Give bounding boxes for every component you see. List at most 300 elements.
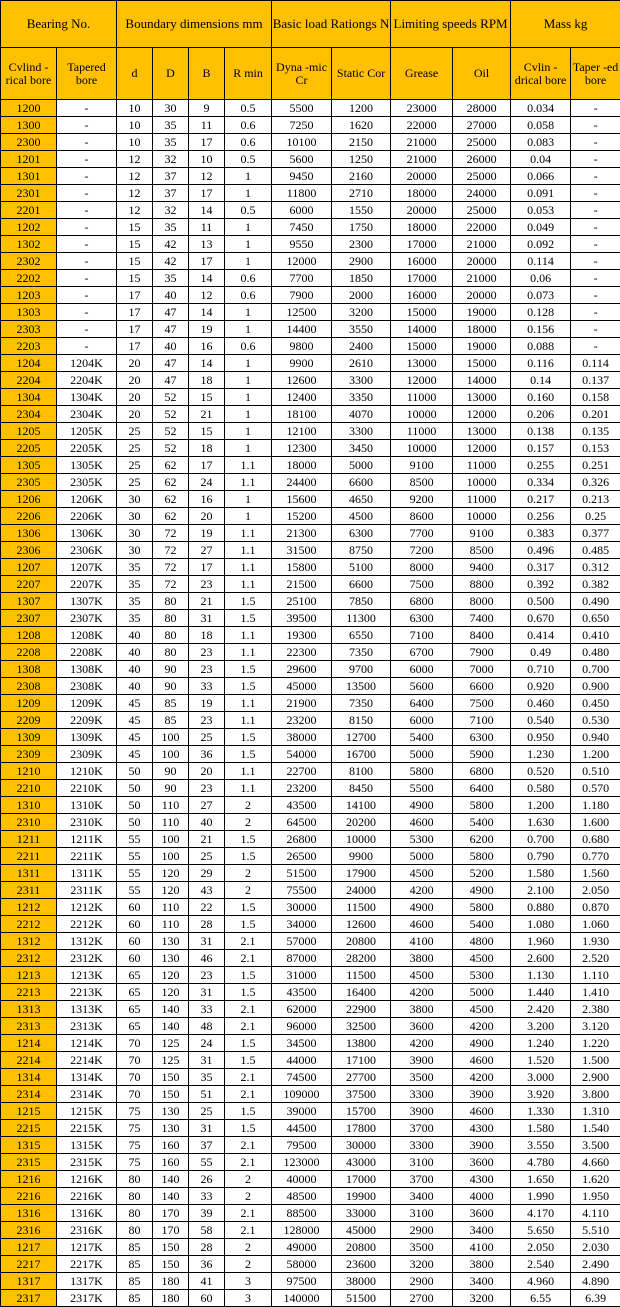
table-row	[1, 270, 620, 287]
table-row	[1, 202, 620, 219]
cell-B: 18	[189, 627, 225, 644]
cell-tapered-bore: 1317K	[57, 1273, 117, 1290]
cell-oil-speed: 5800	[453, 848, 511, 865]
cell-mass-cylindrical: 0.334	[511, 474, 571, 491]
cell-mass-cylindrical: 0.920	[511, 678, 571, 695]
cell-tapered-bore: 2206K	[57, 508, 117, 525]
cell-dynamic-cr: 29600	[272, 661, 332, 678]
cell-grease-speed: 11000	[391, 423, 453, 440]
cell-mass-cylindrical: 0.392	[511, 576, 571, 593]
cell-D: 180	[153, 1273, 189, 1290]
cell-grease-speed: 4500	[391, 967, 453, 984]
header-mass-cylindrical: Cvlin -drical bore	[511, 48, 571, 100]
cell-tapered-bore: 2306K	[57, 542, 117, 559]
cell-static-cor: 8450	[332, 780, 391, 797]
cell-d: 40	[117, 627, 153, 644]
cell-mass-tapered: 0.650	[571, 610, 620, 627]
cell-D: 32	[153, 202, 189, 219]
cell-B: 16	[189, 491, 225, 508]
cell-tapered-bore: 2311K	[57, 882, 117, 899]
cell-D: 80	[153, 644, 189, 661]
cell-mass-tapered: 6.39	[571, 1290, 620, 1307]
cell-B: 23	[189, 712, 225, 729]
cell-B: 20	[189, 508, 225, 525]
cell-B: 46	[189, 950, 225, 967]
cell-static-cor: 6600	[332, 576, 391, 593]
cell-D: 100	[153, 746, 189, 763]
cell-mass-tapered: 0.153	[571, 440, 620, 457]
cell-cylindrical-bore: 1213	[1, 967, 57, 984]
cell-mass-tapered: 0.530	[571, 712, 620, 729]
cell-D: 180	[153, 1290, 189, 1307]
cell-B: 31	[189, 1052, 225, 1069]
cell-tapered-bore: 2208K	[57, 644, 117, 661]
cell-d: 60	[117, 933, 153, 950]
cell-r-min: 1.1	[225, 627, 272, 644]
table-row	[1, 287, 620, 304]
table-row	[1, 355, 620, 372]
cell-tapered-bore: 2310K	[57, 814, 117, 831]
cell-mass-cylindrical: 2.420	[511, 1001, 571, 1018]
cell-grease-speed: 21000	[391, 134, 453, 151]
cell-tapered-bore: -	[57, 134, 117, 151]
cell-grease-speed: 5600	[391, 678, 453, 695]
cell-oil-speed: 7400	[453, 610, 511, 627]
cell-grease-speed: 8600	[391, 508, 453, 525]
cell-dynamic-cr: 140000	[272, 1290, 332, 1307]
cell-tapered-bore: 1208K	[57, 627, 117, 644]
cell-oil-speed: 4800	[453, 933, 511, 950]
cell-cylindrical-bore: 1210	[1, 763, 57, 780]
cell-grease-speed: 3500	[391, 1239, 453, 1256]
cell-cylindrical-bore: 2317	[1, 1290, 57, 1307]
cell-tapered-bore: -	[57, 321, 117, 338]
cell-B: 33	[189, 678, 225, 695]
cell-grease-speed: 6400	[391, 695, 453, 712]
cell-tapered-bore: 1311K	[57, 865, 117, 882]
cell-r-min: 1.1	[225, 763, 272, 780]
cell-mass-cylindrical: 6.55	[511, 1290, 571, 1307]
cell-tapered-bore: 2312K	[57, 950, 117, 967]
cell-D: 52	[153, 406, 189, 423]
cell-D: 47	[153, 321, 189, 338]
cell-d: 17	[117, 304, 153, 321]
cell-grease-speed: 3500	[391, 1069, 453, 1086]
cell-grease-speed: 7500	[391, 576, 453, 593]
cell-dynamic-cr: 18000	[272, 457, 332, 474]
cell-B: 19	[189, 695, 225, 712]
cell-D: 90	[153, 678, 189, 695]
cell-oil-speed: 3200	[453, 1290, 511, 1307]
cell-cylindrical-bore: 1302	[1, 236, 57, 253]
cell-dynamic-cr: 39500	[272, 610, 332, 627]
cell-cylindrical-bore: 2208	[1, 644, 57, 661]
cell-B: 31	[189, 933, 225, 950]
cell-tapered-bore: 1211K	[57, 831, 117, 848]
cell-tapered-bore: -	[57, 287, 117, 304]
cell-D: 40	[153, 287, 189, 304]
cell-oil-speed: 4300	[453, 1120, 511, 1137]
cell-cylindrical-bore: 2311	[1, 882, 57, 899]
table-row	[1, 1018, 620, 1035]
cell-dynamic-cr: 57000	[272, 933, 332, 950]
cell-B: 11	[189, 219, 225, 236]
cell-mass-tapered: 0.213	[571, 491, 620, 508]
cell-mass-tapered: -	[571, 100, 620, 117]
cell-B: 35	[189, 1069, 225, 1086]
cell-oil-speed: 13000	[453, 389, 511, 406]
cell-D: 130	[153, 933, 189, 950]
cell-mass-cylindrical: 0.414	[511, 627, 571, 644]
cell-r-min: 0.6	[225, 338, 272, 355]
cell-grease-speed: 3300	[391, 1086, 453, 1103]
header-mass: Mass kg	[511, 1, 620, 48]
cell-mass-cylindrical: 0.053	[511, 202, 571, 219]
cell-static-cor: 13800	[332, 1035, 391, 1052]
cell-B: 55	[189, 1154, 225, 1171]
cell-mass-tapered: 0.940	[571, 729, 620, 746]
cell-dynamic-cr: 7900	[272, 287, 332, 304]
cell-r-min: 2.1	[225, 1001, 272, 1018]
cell-d: 55	[117, 831, 153, 848]
cell-dynamic-cr: 44000	[272, 1052, 332, 1069]
cell-r-min: 1.5	[225, 1035, 272, 1052]
cell-d: 12	[117, 168, 153, 185]
table-row	[1, 1239, 620, 1256]
cell-cylindrical-bore: 2213	[1, 984, 57, 1001]
cell-static-cor: 17100	[332, 1052, 391, 1069]
cell-r-min: 2	[225, 882, 272, 899]
cell-r-min: 1.1	[225, 780, 272, 797]
cell-B: 18	[189, 440, 225, 457]
cell-grease-speed: 7200	[391, 542, 453, 559]
cell-cylindrical-bore: 1203	[1, 287, 57, 304]
cell-grease-speed: 16000	[391, 253, 453, 270]
cell-grease-speed: 16000	[391, 287, 453, 304]
cell-oil-speed: 25000	[453, 168, 511, 185]
cell-grease-speed: 3100	[391, 1205, 453, 1222]
cell-static-cor: 1550	[332, 202, 391, 219]
cell-B: 9	[189, 100, 225, 117]
cell-r-min: 3	[225, 1290, 272, 1307]
cell-dynamic-cr: 123000	[272, 1154, 332, 1171]
cell-r-min: 1	[225, 219, 272, 236]
cell-dynamic-cr: 96000	[272, 1018, 332, 1035]
cell-mass-cylindrical: 0.066	[511, 168, 571, 185]
cell-cylindrical-bore: 1304	[1, 389, 57, 406]
table-row	[1, 678, 620, 695]
cell-mass-tapered: 1.500	[571, 1052, 620, 1069]
cell-mass-cylindrical: 0.156	[511, 321, 571, 338]
cell-r-min: 1.5	[225, 848, 272, 865]
cell-cylindrical-bore: 1317	[1, 1273, 57, 1290]
header-dynamic-cr: Dyna -mic Cr	[272, 48, 332, 100]
cell-oil-speed: 4900	[453, 1035, 511, 1052]
cell-dynamic-cr: 74500	[272, 1069, 332, 1086]
cell-B: 21	[189, 831, 225, 848]
cell-grease-speed: 3100	[391, 1154, 453, 1171]
cell-mass-cylindrical: 0.49	[511, 644, 571, 661]
cell-cylindrical-bore: 1214	[1, 1035, 57, 1052]
cell-tapered-bore: 2204K	[57, 372, 117, 389]
cell-dynamic-cr: 30000	[272, 899, 332, 916]
cell-tapered-bore: 1217K	[57, 1239, 117, 1256]
cell-r-min: 1.5	[225, 916, 272, 933]
cell-d: 65	[117, 967, 153, 984]
cell-tapered-bore: 2315K	[57, 1154, 117, 1171]
cell-cylindrical-bore: 2304	[1, 406, 57, 423]
cell-D: 85	[153, 695, 189, 712]
cell-grease-speed: 15000	[391, 338, 453, 355]
cell-static-cor: 7850	[332, 593, 391, 610]
table-row	[1, 219, 620, 236]
cell-d: 30	[117, 525, 153, 542]
cell-tapered-bore: 2304K	[57, 406, 117, 423]
cell-oil-speed: 4100	[453, 1239, 511, 1256]
cell-cylindrical-bore: 1306	[1, 525, 57, 542]
cell-d: 70	[117, 1086, 153, 1103]
cell-mass-cylindrical: 1.580	[511, 1120, 571, 1137]
cell-cylindrical-bore: 2300	[1, 134, 57, 151]
cell-oil-speed: 4500	[453, 1001, 511, 1018]
cell-r-min: 0.5	[225, 151, 272, 168]
cell-tapered-bore: 2305K	[57, 474, 117, 491]
cell-tapered-bore: 1304K	[57, 389, 117, 406]
cell-tapered-bore: 1206K	[57, 491, 117, 508]
cell-D: 52	[153, 389, 189, 406]
cell-oil-speed: 8400	[453, 627, 511, 644]
header-mass-tapered: Taper -ed bore	[571, 48, 620, 100]
cell-tapered-bore: 2215K	[57, 1120, 117, 1137]
header-B: B	[189, 48, 225, 100]
cell-mass-cylindrical: 5.650	[511, 1222, 571, 1239]
cell-r-min: 2	[225, 1256, 272, 1273]
cell-dynamic-cr: 18100	[272, 406, 332, 423]
cell-static-cor: 1850	[332, 270, 391, 287]
cell-dynamic-cr: 34500	[272, 1035, 332, 1052]
cell-tapered-bore: 2211K	[57, 848, 117, 865]
cell-r-min: 1.1	[225, 525, 272, 542]
cell-D: 62	[153, 457, 189, 474]
cell-static-cor: 5000	[332, 457, 391, 474]
cell-r-min: 2	[225, 1239, 272, 1256]
table-row	[1, 1069, 620, 1086]
cell-dynamic-cr: 51500	[272, 865, 332, 882]
cell-d: 20	[117, 355, 153, 372]
cell-D: 42	[153, 253, 189, 270]
cell-mass-cylindrical: 1.230	[511, 746, 571, 763]
cell-D: 160	[153, 1154, 189, 1171]
cell-mass-tapered: -	[571, 338, 620, 355]
cell-mass-tapered: 2.900	[571, 1069, 620, 1086]
cell-grease-speed: 8500	[391, 474, 453, 491]
cell-mass-cylindrical: 0.073	[511, 287, 571, 304]
cell-dynamic-cr: 9550	[272, 236, 332, 253]
cell-B: 16	[189, 338, 225, 355]
cell-d: 80	[117, 1188, 153, 1205]
cell-r-min: 1.1	[225, 457, 272, 474]
cell-oil-speed: 11000	[453, 457, 511, 474]
cell-r-min: 1	[225, 253, 272, 270]
cell-r-min: 0.6	[225, 134, 272, 151]
cell-mass-cylindrical: 1.990	[511, 1188, 571, 1205]
cell-B: 14	[189, 355, 225, 372]
cell-mass-tapered: 0.25	[571, 508, 620, 525]
cell-r-min: 2.1	[225, 1086, 272, 1103]
table-body	[1, 100, 620, 1307]
cell-B: 19	[189, 525, 225, 542]
cell-static-cor: 38000	[332, 1273, 391, 1290]
cell-r-min: 2	[225, 865, 272, 882]
cell-grease-speed: 3700	[391, 1171, 453, 1188]
cell-r-min: 1.1	[225, 644, 272, 661]
cell-D: 35	[153, 270, 189, 287]
cell-dynamic-cr: 128000	[272, 1222, 332, 1239]
cell-D: 100	[153, 729, 189, 746]
cell-tapered-bore: 2214K	[57, 1052, 117, 1069]
cell-dynamic-cr: 9450	[272, 168, 332, 185]
cell-dynamic-cr: 5500	[272, 100, 332, 117]
cell-grease-speed: 5000	[391, 848, 453, 865]
cell-D: 35	[153, 134, 189, 151]
cell-r-min: 2.1	[225, 1018, 272, 1035]
cell-r-min: 1.1	[225, 712, 272, 729]
cell-dynamic-cr: 43500	[272, 797, 332, 814]
cell-cylindrical-bore: 1209	[1, 695, 57, 712]
cell-r-min: 1	[225, 185, 272, 202]
header-tapered-bore: Tapered bore	[57, 48, 117, 100]
cell-oil-speed: 5000	[453, 984, 511, 1001]
cell-dynamic-cr: 12300	[272, 440, 332, 457]
cell-static-cor: 1620	[332, 117, 391, 134]
cell-mass-cylindrical: 0.880	[511, 899, 571, 916]
cell-oil-speed: 25000	[453, 202, 511, 219]
cell-cylindrical-bore: 2206	[1, 508, 57, 525]
cell-d: 30	[117, 491, 153, 508]
table-row	[1, 100, 620, 117]
cell-grease-speed: 18000	[391, 185, 453, 202]
table-row	[1, 695, 620, 712]
cell-B: 23	[189, 576, 225, 593]
cell-grease-speed: 9200	[391, 491, 453, 508]
cell-mass-tapered: 1.110	[571, 967, 620, 984]
cell-cylindrical-bore: 2308	[1, 678, 57, 695]
cell-dynamic-cr: 87000	[272, 950, 332, 967]
cell-grease-speed: 7100	[391, 627, 453, 644]
cell-tapered-bore: 1315K	[57, 1137, 117, 1154]
cell-tapered-bore: -	[57, 304, 117, 321]
cell-d: 20	[117, 406, 153, 423]
cell-D: 35	[153, 117, 189, 134]
cell-mass-cylindrical: 0.128	[511, 304, 571, 321]
cell-B: 17	[189, 559, 225, 576]
cell-r-min: 1.1	[225, 576, 272, 593]
cell-B: 17	[189, 134, 225, 151]
cell-static-cor: 2000	[332, 287, 391, 304]
cell-static-cor: 37500	[332, 1086, 391, 1103]
cell-B: 15	[189, 423, 225, 440]
cell-mass-tapered: -	[571, 236, 620, 253]
cell-mass-cylindrical: 0.138	[511, 423, 571, 440]
cell-d: 85	[117, 1239, 153, 1256]
cell-r-min: 2.1	[225, 1222, 272, 1239]
table-row	[1, 831, 620, 848]
cell-mass-tapered: 2.490	[571, 1256, 620, 1273]
cell-static-cor: 20800	[332, 933, 391, 950]
cell-d: 20	[117, 389, 153, 406]
cell-r-min: 1.5	[225, 661, 272, 678]
cell-mass-tapered: 0.900	[571, 678, 620, 695]
cell-cylindrical-bore: 1301	[1, 168, 57, 185]
cell-mass-tapered: 2.520	[571, 950, 620, 967]
cell-d: 70	[117, 1035, 153, 1052]
cell-grease-speed: 3900	[391, 1052, 453, 1069]
cell-d: 65	[117, 984, 153, 1001]
cell-mass-cylindrical: 1.960	[511, 933, 571, 950]
cell-static-cor: 17900	[332, 865, 391, 882]
cell-D: 72	[153, 576, 189, 593]
cell-cylindrical-bore: 2310	[1, 814, 57, 831]
cell-oil-speed: 26000	[453, 151, 511, 168]
cell-D: 110	[153, 814, 189, 831]
cell-D: 90	[153, 763, 189, 780]
table-row	[1, 372, 620, 389]
cell-oil-speed: 3400	[453, 1273, 511, 1290]
cell-D: 100	[153, 848, 189, 865]
cell-mass-tapered: 1.600	[571, 814, 620, 831]
cell-static-cor: 3200	[332, 304, 391, 321]
cell-grease-speed: 3800	[391, 950, 453, 967]
cell-dynamic-cr: 44500	[272, 1120, 332, 1137]
cell-dynamic-cr: 7450	[272, 219, 332, 236]
cell-tapered-bore: -	[57, 117, 117, 134]
cell-cylindrical-bore: 2313	[1, 1018, 57, 1035]
cell-d: 50	[117, 814, 153, 831]
cell-mass-tapered: 0.510	[571, 763, 620, 780]
cell-grease-speed: 9100	[391, 457, 453, 474]
cell-r-min: 1	[225, 168, 272, 185]
cell-tapered-bore: -	[57, 236, 117, 253]
cell-cylindrical-bore: 2215	[1, 1120, 57, 1137]
cell-B: 17	[189, 185, 225, 202]
cell-dynamic-cr: 22300	[272, 644, 332, 661]
cell-cylindrical-bore: 2306	[1, 542, 57, 559]
cell-grease-speed: 2900	[391, 1222, 453, 1239]
cell-oil-speed: 12000	[453, 440, 511, 457]
cell-tapered-bore: 1307K	[57, 593, 117, 610]
cell-tapered-bore: 2317K	[57, 1290, 117, 1307]
cell-tapered-bore: 1209K	[57, 695, 117, 712]
cell-r-min: 2.1	[225, 933, 272, 950]
cell-mass-cylindrical: 1.440	[511, 984, 571, 1001]
cell-d: 40	[117, 678, 153, 695]
cell-B: 36	[189, 746, 225, 763]
cell-cylindrical-bore: 2307	[1, 610, 57, 627]
cell-grease-speed: 20000	[391, 168, 453, 185]
cell-mass-cylindrical: 1.080	[511, 916, 571, 933]
cell-B: 58	[189, 1222, 225, 1239]
cell-grease-speed: 4200	[391, 882, 453, 899]
cell-mass-cylindrical: 2.540	[511, 1256, 571, 1273]
cell-D: 90	[153, 661, 189, 678]
cell-oil-speed: 6300	[453, 729, 511, 746]
table-row	[1, 542, 620, 559]
cell-d: 80	[117, 1222, 153, 1239]
cell-mass-tapered: 0.870	[571, 899, 620, 916]
cell-static-cor: 19900	[332, 1188, 391, 1205]
cell-cylindrical-bore: 1316	[1, 1205, 57, 1222]
cell-grease-speed: 4900	[391, 899, 453, 916]
